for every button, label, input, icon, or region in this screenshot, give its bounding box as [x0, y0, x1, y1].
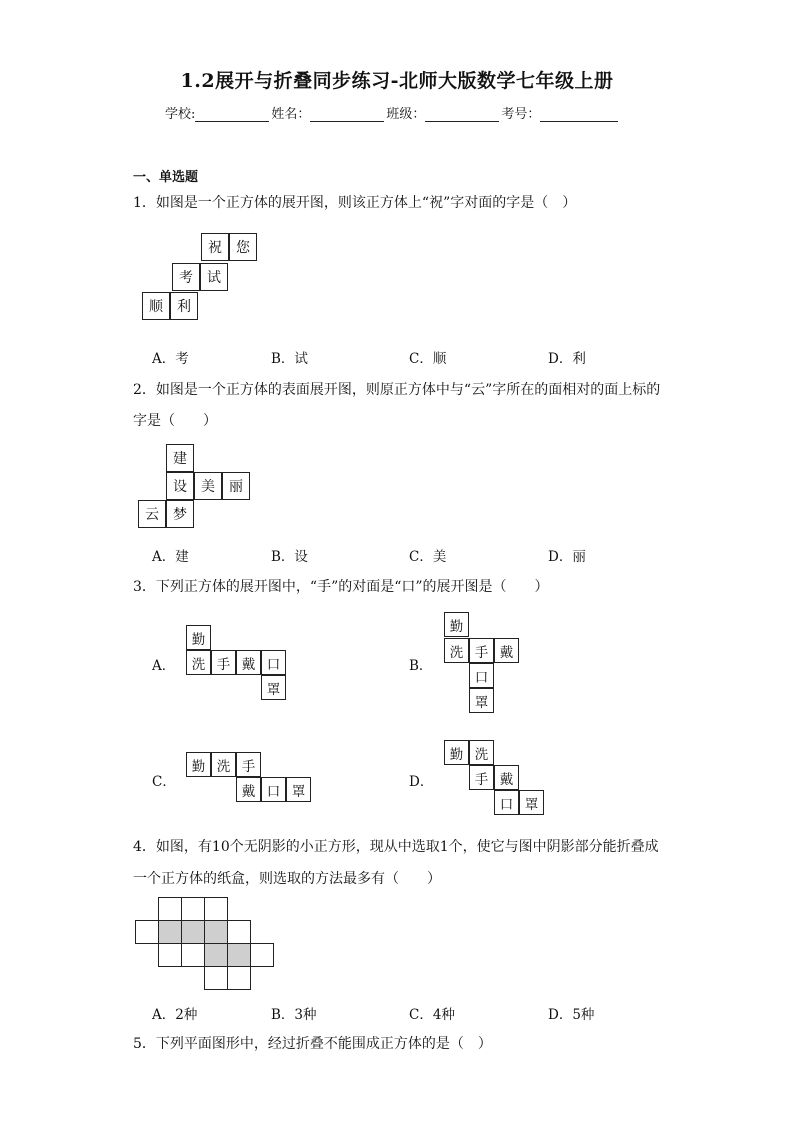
grid-square	[204, 966, 228, 990]
net-cell: 洗	[186, 650, 211, 675]
net-cell: 设	[166, 472, 194, 500]
question-4-text-line2: 一个正方体的纸盒，则选取的方法最多有（ ）	[133, 871, 441, 887]
net-cell: 丽	[222, 472, 250, 500]
grid-square-shaded	[227, 943, 251, 967]
class-label: 班级：	[386, 107, 426, 122]
student-info-row	[165, 103, 620, 122]
grid-square	[135, 920, 159, 944]
grid-square	[250, 943, 274, 967]
q2-option-a[interactable]: A．建	[152, 549, 189, 565]
grid-square-shaded	[204, 920, 228, 944]
net-cell: 梦	[166, 500, 194, 528]
grid-square	[204, 897, 228, 921]
q2-option-b[interactable]: B．设	[271, 549, 308, 565]
net-cell: 建	[166, 444, 194, 472]
q3-option-c-label[interactable]: C．	[152, 774, 176, 790]
net-cell: 手	[211, 650, 236, 675]
grid-square	[158, 897, 182, 921]
net-cell: 洗	[469, 740, 494, 765]
net-cell: 勤	[186, 625, 211, 650]
net-cell: 手	[469, 638, 494, 663]
q3-option-d-label[interactable]: D．	[409, 774, 434, 790]
question-5-text: 5．下列平面图形中，经过折叠不能围成正方体的是（ ）	[133, 1036, 492, 1052]
question-4-text-line1: 4．如图，有10个无阴影的小正方形，现从中选取1个，使它与图中阴影部分能折叠成	[133, 839, 659, 855]
q4-option-a[interactable]: A．2种	[152, 1007, 198, 1023]
net-cell: 利	[170, 292, 198, 320]
net-cell: 洗	[444, 638, 469, 663]
q1-option-c[interactable]: C．顺	[409, 351, 447, 367]
grid-square	[181, 943, 205, 967]
grid-square	[181, 897, 205, 921]
q2-option-d[interactable]: D．丽	[548, 549, 586, 565]
name-blank[interactable]	[310, 107, 384, 122]
net-cell: 云	[138, 500, 166, 528]
net-cell: 口	[261, 650, 286, 675]
net-cell: 手	[469, 765, 494, 790]
net-cell: 罩	[519, 790, 544, 815]
net-cell: 戴	[236, 777, 261, 802]
grid-square	[227, 920, 251, 944]
grid-square-shaded	[204, 943, 228, 967]
q1-option-d[interactable]: D．利	[548, 351, 586, 367]
net-cell: 洗	[211, 752, 236, 777]
net-cell: 口	[469, 663, 494, 688]
net-cell: 口	[494, 790, 519, 815]
q3-option-b-label[interactable]: B．	[409, 658, 433, 674]
net-cell: 罩	[469, 688, 494, 713]
exam-no-blank[interactable]	[540, 107, 618, 122]
net-cell: 顺	[142, 292, 170, 320]
net-cell: 祝	[201, 233, 229, 261]
net-cell: 戴	[494, 638, 519, 663]
section-heading: 一、单选题	[133, 170, 199, 185]
net-cell: 勤	[444, 612, 469, 637]
grid-square-shaded	[181, 920, 205, 944]
page-title: 1.2展开与折叠同步练习-北师大版数学七年级上册	[180, 70, 614, 92]
school-blank[interactable]	[195, 107, 269, 122]
grid-square-shaded	[158, 920, 182, 944]
net-cell: 试	[200, 263, 228, 291]
net-cell: 考	[172, 263, 200, 291]
class-blank[interactable]	[425, 107, 499, 122]
school-label: 学校:	[165, 107, 196, 122]
net-cell: 勤	[444, 740, 469, 765]
net-cell: 罩	[286, 777, 311, 802]
q1-option-b[interactable]: B．试	[271, 351, 308, 367]
question-2-text-line2: 字是（ ）	[133, 413, 217, 429]
exam-no-label: 考号：	[501, 107, 541, 122]
q1-option-a[interactable]: A．考	[152, 351, 189, 367]
net-cell: 罩	[261, 675, 286, 700]
question-3-text: 3．下列正方体的展开图中，“手”的对面是“口”的展开图是（ ）	[133, 579, 549, 595]
grid-square	[227, 966, 251, 990]
net-cell: 勤	[186, 752, 211, 777]
name-label: 姓名：	[271, 107, 311, 122]
net-cell: 口	[261, 777, 286, 802]
net-cell: 美	[194, 472, 222, 500]
question-2-text-line1: 2．如图是一个正方体的表面展开图，则原正方体中与“云”字所在的面相对的面上标的	[133, 382, 661, 398]
q4-option-b[interactable]: B．3种	[271, 1007, 317, 1023]
net-cell: 手	[236, 752, 261, 777]
net-cell: 您	[229, 233, 257, 261]
q4-option-c[interactable]: C．4种	[409, 1007, 455, 1023]
net-cell: 戴	[494, 765, 519, 790]
net-cell: 戴	[236, 650, 261, 675]
grid-square	[158, 943, 182, 967]
question-1-text: 1．如图是一个正方体的展开图，则该正方体上“祝”字对面的字是（ ）	[133, 195, 577, 211]
q2-option-c[interactable]: C．美	[409, 549, 447, 565]
q4-option-d[interactable]: D．5种	[548, 1007, 595, 1023]
q3-option-a-label[interactable]: A．	[152, 658, 176, 674]
